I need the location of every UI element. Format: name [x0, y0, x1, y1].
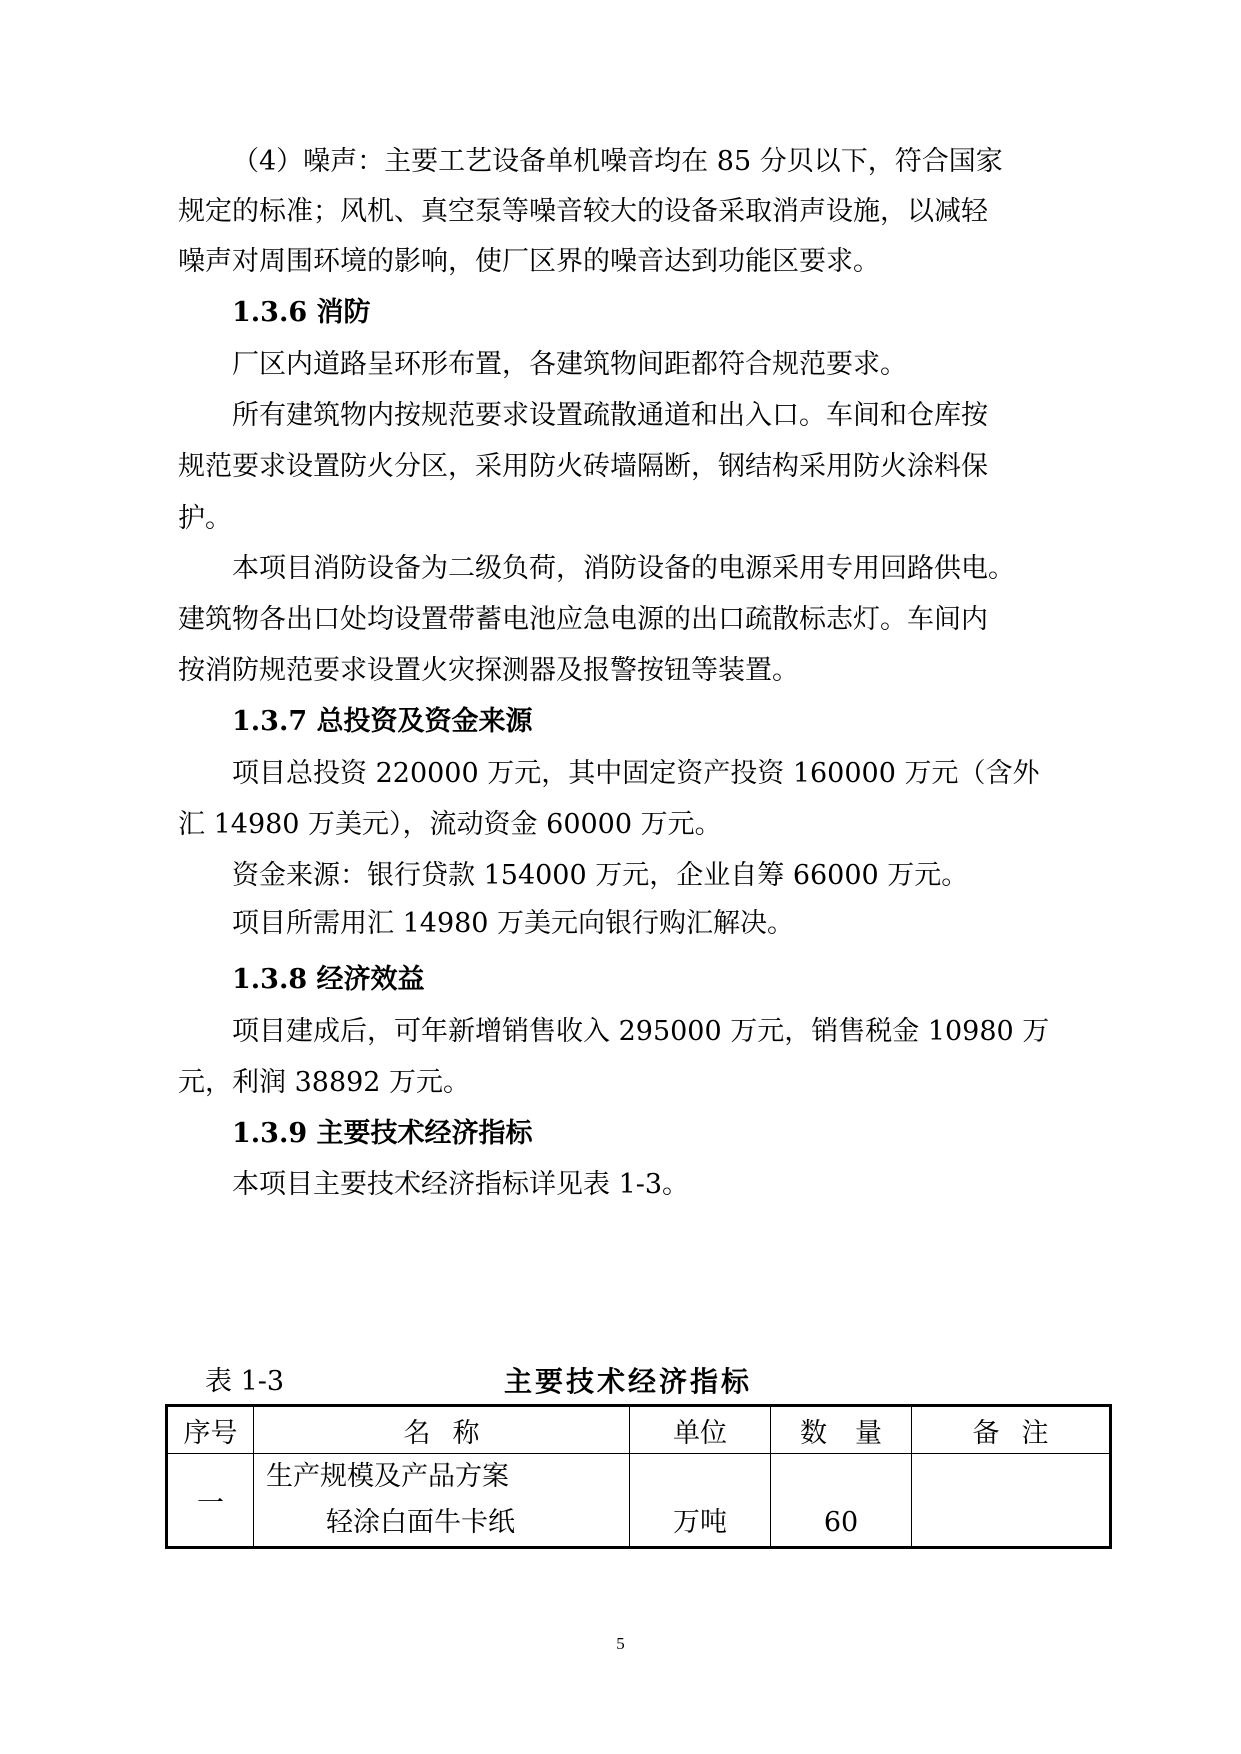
header-name-text: 名称 — [403, 1417, 502, 1449]
paragraph-noise-line3: 噪声对周围环境的影响，使厂区界的噪音达到功能区要求。 — [178, 246, 880, 277]
text: （4）噪声：主要工艺设备单机噪音均在 85 分贝以下，符合国家 — [232, 146, 1003, 177]
section-heading-1-3-9: 1.3.9 主要技术经济指标 — [232, 1118, 533, 1149]
section-heading-1-3-8: 1.3.8 经济效益 — [232, 964, 425, 995]
paragraph-fire-3-line2: 建筑物各出口处均设置带蓄电池应急电源的出口疏散标志灯。车间内 — [178, 604, 988, 635]
table-header-row — [167, 1406, 1111, 1454]
header-qty — [771, 1406, 912, 1454]
item-category: 生产规模及产品方案 — [266, 1461, 509, 1492]
item-product: 轻涂白面牛卡纸 — [326, 1507, 515, 1538]
paragraph-foreign-exchange: 项目所需用汇 14980 万美元向银行购汇解决。 — [232, 908, 795, 939]
header-qty-text: 数量 — [800, 1417, 910, 1449]
header-note — [912, 1406, 1111, 1454]
table-title: 主要技术经济指标 — [504, 1365, 753, 1398]
cell-unit: 万吨 — [630, 1454, 771, 1548]
header-note-text: 备注 — [972, 1417, 1071, 1449]
cell-name — [254, 1454, 630, 1548]
paragraph-tech-indicators: 本项目主要技术经济指标详见表 1-3。 — [232, 1169, 690, 1200]
paragraph-fire-2-line3: 护。 — [178, 503, 232, 534]
paragraph-fire-2-line1: 所有建筑物内按规范要求设置疏散通道和出入口。车间和仓库按 — [232, 400, 988, 431]
header-name — [254, 1406, 630, 1454]
paragraph-investment-line1: 项目总投资 220000 万元，其中固定资产投资 160000 万元（含外 — [232, 758, 1040, 789]
paragraph-investment-line2: 汇 14980 万美元），流动资金 60000 万元。 — [178, 809, 722, 840]
section-heading-1-3-7: 1.3.7 总投资及资金来源 — [232, 706, 533, 737]
paragraph-economics-line1: 项目建成后，可年新增销售收入 295000 万元，销售税金 10980 万 — [232, 1016, 1050, 1047]
paragraph-noise-line1 — [232, 142, 1052, 182]
header-unit: 单位 — [630, 1406, 771, 1454]
cell-qty: 60 — [771, 1454, 912, 1548]
paragraph-fire-1: 厂区内道路呈环形布置，各建筑物间距都符合规范要求。 — [232, 349, 907, 380]
table-row — [167, 1454, 1111, 1548]
table-caption: 表 1-3 — [205, 1366, 285, 1397]
paragraph-funding-source: 资金来源：银行贷款 154000 万元，企业自筹 66000 万元。 — [232, 860, 969, 891]
section-heading-1-3-6: 1.3.6 消防 — [232, 297, 371, 328]
indicators-table — [165, 1404, 1112, 1549]
paragraph-fire-3-line3: 按消防规范要求设置火灾探测器及报警按钮等装置。 — [178, 655, 799, 686]
paragraph-fire-2-line2: 规范要求设置防火分区，采用防火砖墙隔断，钢结构采用防火涂料保 — [178, 451, 988, 482]
header-no: 序号 — [167, 1406, 254, 1454]
paragraph-fire-3-line1: 本项目消防设备为二级负荷，消防设备的电源采用专用回路供电。 — [232, 553, 1015, 584]
page-number: 5 — [616, 1634, 625, 1653]
paragraph-economics-line2: 元，利润 38892 万元。 — [178, 1067, 471, 1098]
cell-no: 一 — [167, 1454, 254, 1548]
cell-note — [912, 1454, 1111, 1548]
paragraph-noise-line2: 规定的标准；风机、真空泵等噪音较大的设备采取消声设施，以减轻 — [178, 196, 988, 227]
